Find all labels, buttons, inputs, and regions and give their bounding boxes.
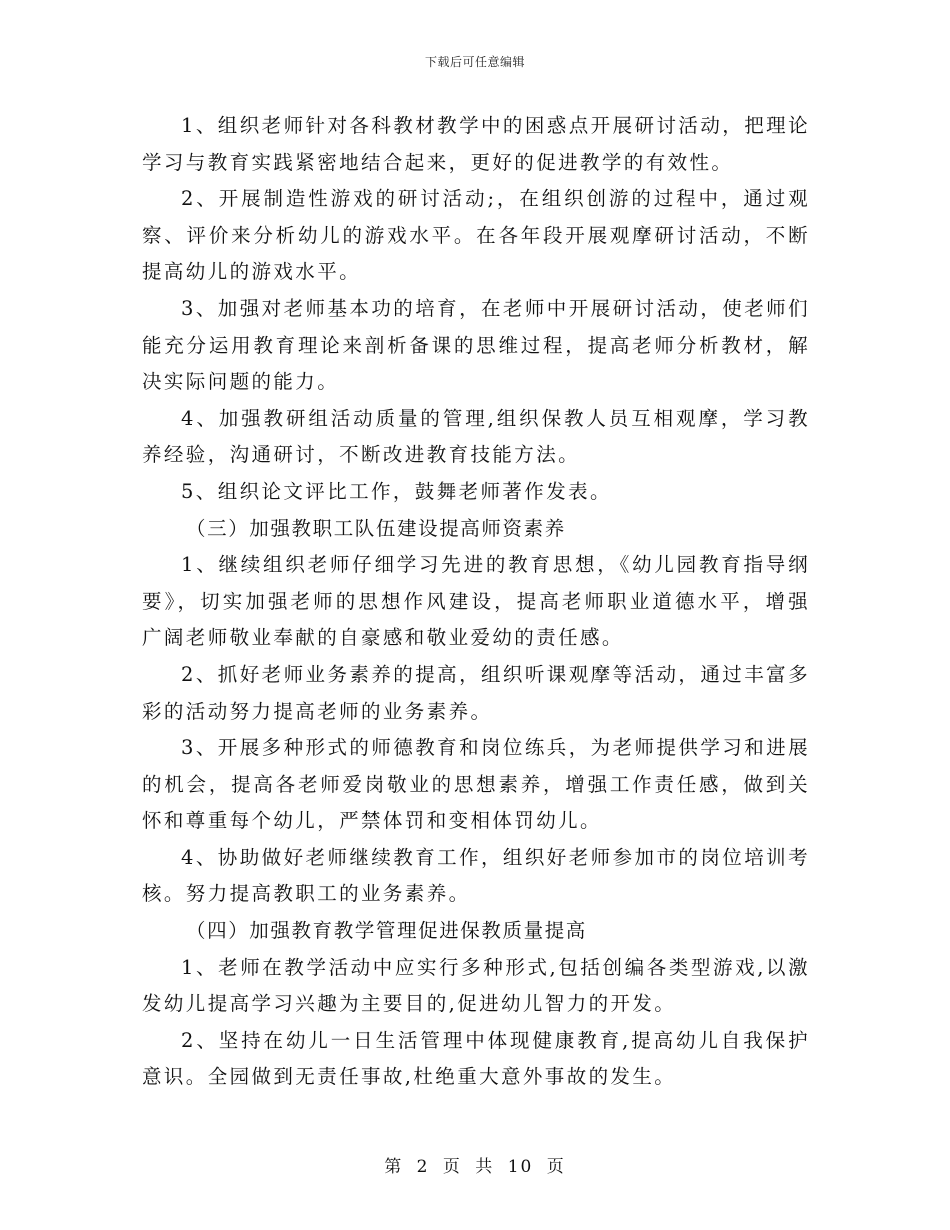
document-body	[142, 108, 810, 1096]
paragraph-item: 4、协助做好老师继续教育工作，组织好老师参加市的岗位培训考核。努力提高教职工的业务素养。	[142, 845, 810, 906]
paragraph-item: 4、加强教研组活动质量的管理,组织保教人员互相观摩，学习教养经验，沟通研讨，不断改进教育技能方法。	[142, 406, 810, 467]
section-heading: （四）加强教育教学管理促进保教质量提高	[186, 919, 587, 943]
paragraph-item: 2、抓好老师业务素养的提高，组织听课观摩等活动，通过丰富多彩的活动努力提高老师的业务素养。	[142, 662, 810, 723]
paragraph-item: 1、继续组织老师仔细学习先进的教育思想，《幼儿园教育指导纲要》，切实加强老师的思想作风建设，提高老师职业道德水平，增强广阔老师敬业奉献的自豪感和敬业爱幼的责任感。	[142, 553, 810, 650]
page-number: 第 2 页 共 10 页	[384, 1157, 566, 1177]
paragraph-item: 2、开展制造性游戏的研讨活动;，在组织创游的过程中，通过观察、评价来分析幼儿的游戏水平。在各年段开展观摩研讨活动，不断提高幼儿的游戏水平。	[142, 187, 810, 284]
paragraph-item: 3、加强对老师基本功的培育，在老师中开展研讨活动，使老师们能充分运用教育理论来剖析备课的思维过程，提高老师分析教材，解决实际问题的能力。	[142, 296, 810, 394]
paragraph-item: 3、开展多种形式的师德教育和岗位练兵，为老师提供学习和进展的机会，提高各老师爱岗敬业的思想素养，增强工作责任感，做到关怀和尊重每个幼儿，严禁体罚和变相体罚幼儿。	[142, 736, 810, 833]
header-note: 下载后可任意编辑	[424, 55, 525, 69]
section-heading: （三）加强教职工队伍建设提高师资素养	[186, 516, 566, 540]
paragraph-item: 1、老师在教学活动中应实行多种形式,包括创编各类型游戏,以激发幼儿提高学习兴趣为主要目的,促进幼儿智力的开发。	[142, 955, 810, 1016]
paragraph-item: 5、组织论文评比工作，鼓舞老师著作发表。	[181, 479, 612, 503]
paragraph-item: 2、坚持在幼儿一日生活管理中体现健康教育,提高幼儿自我保护意识。全园做到无责任事故,杜绝重大意外事故的发生。	[142, 1028, 810, 1089]
paragraph-item: 1、组织老师针对各科教材教学中的困惑点开展研讨活动，把理论学习与教育实践紧密地结合起来，更好的促进教学的有效性。	[142, 114, 810, 174]
